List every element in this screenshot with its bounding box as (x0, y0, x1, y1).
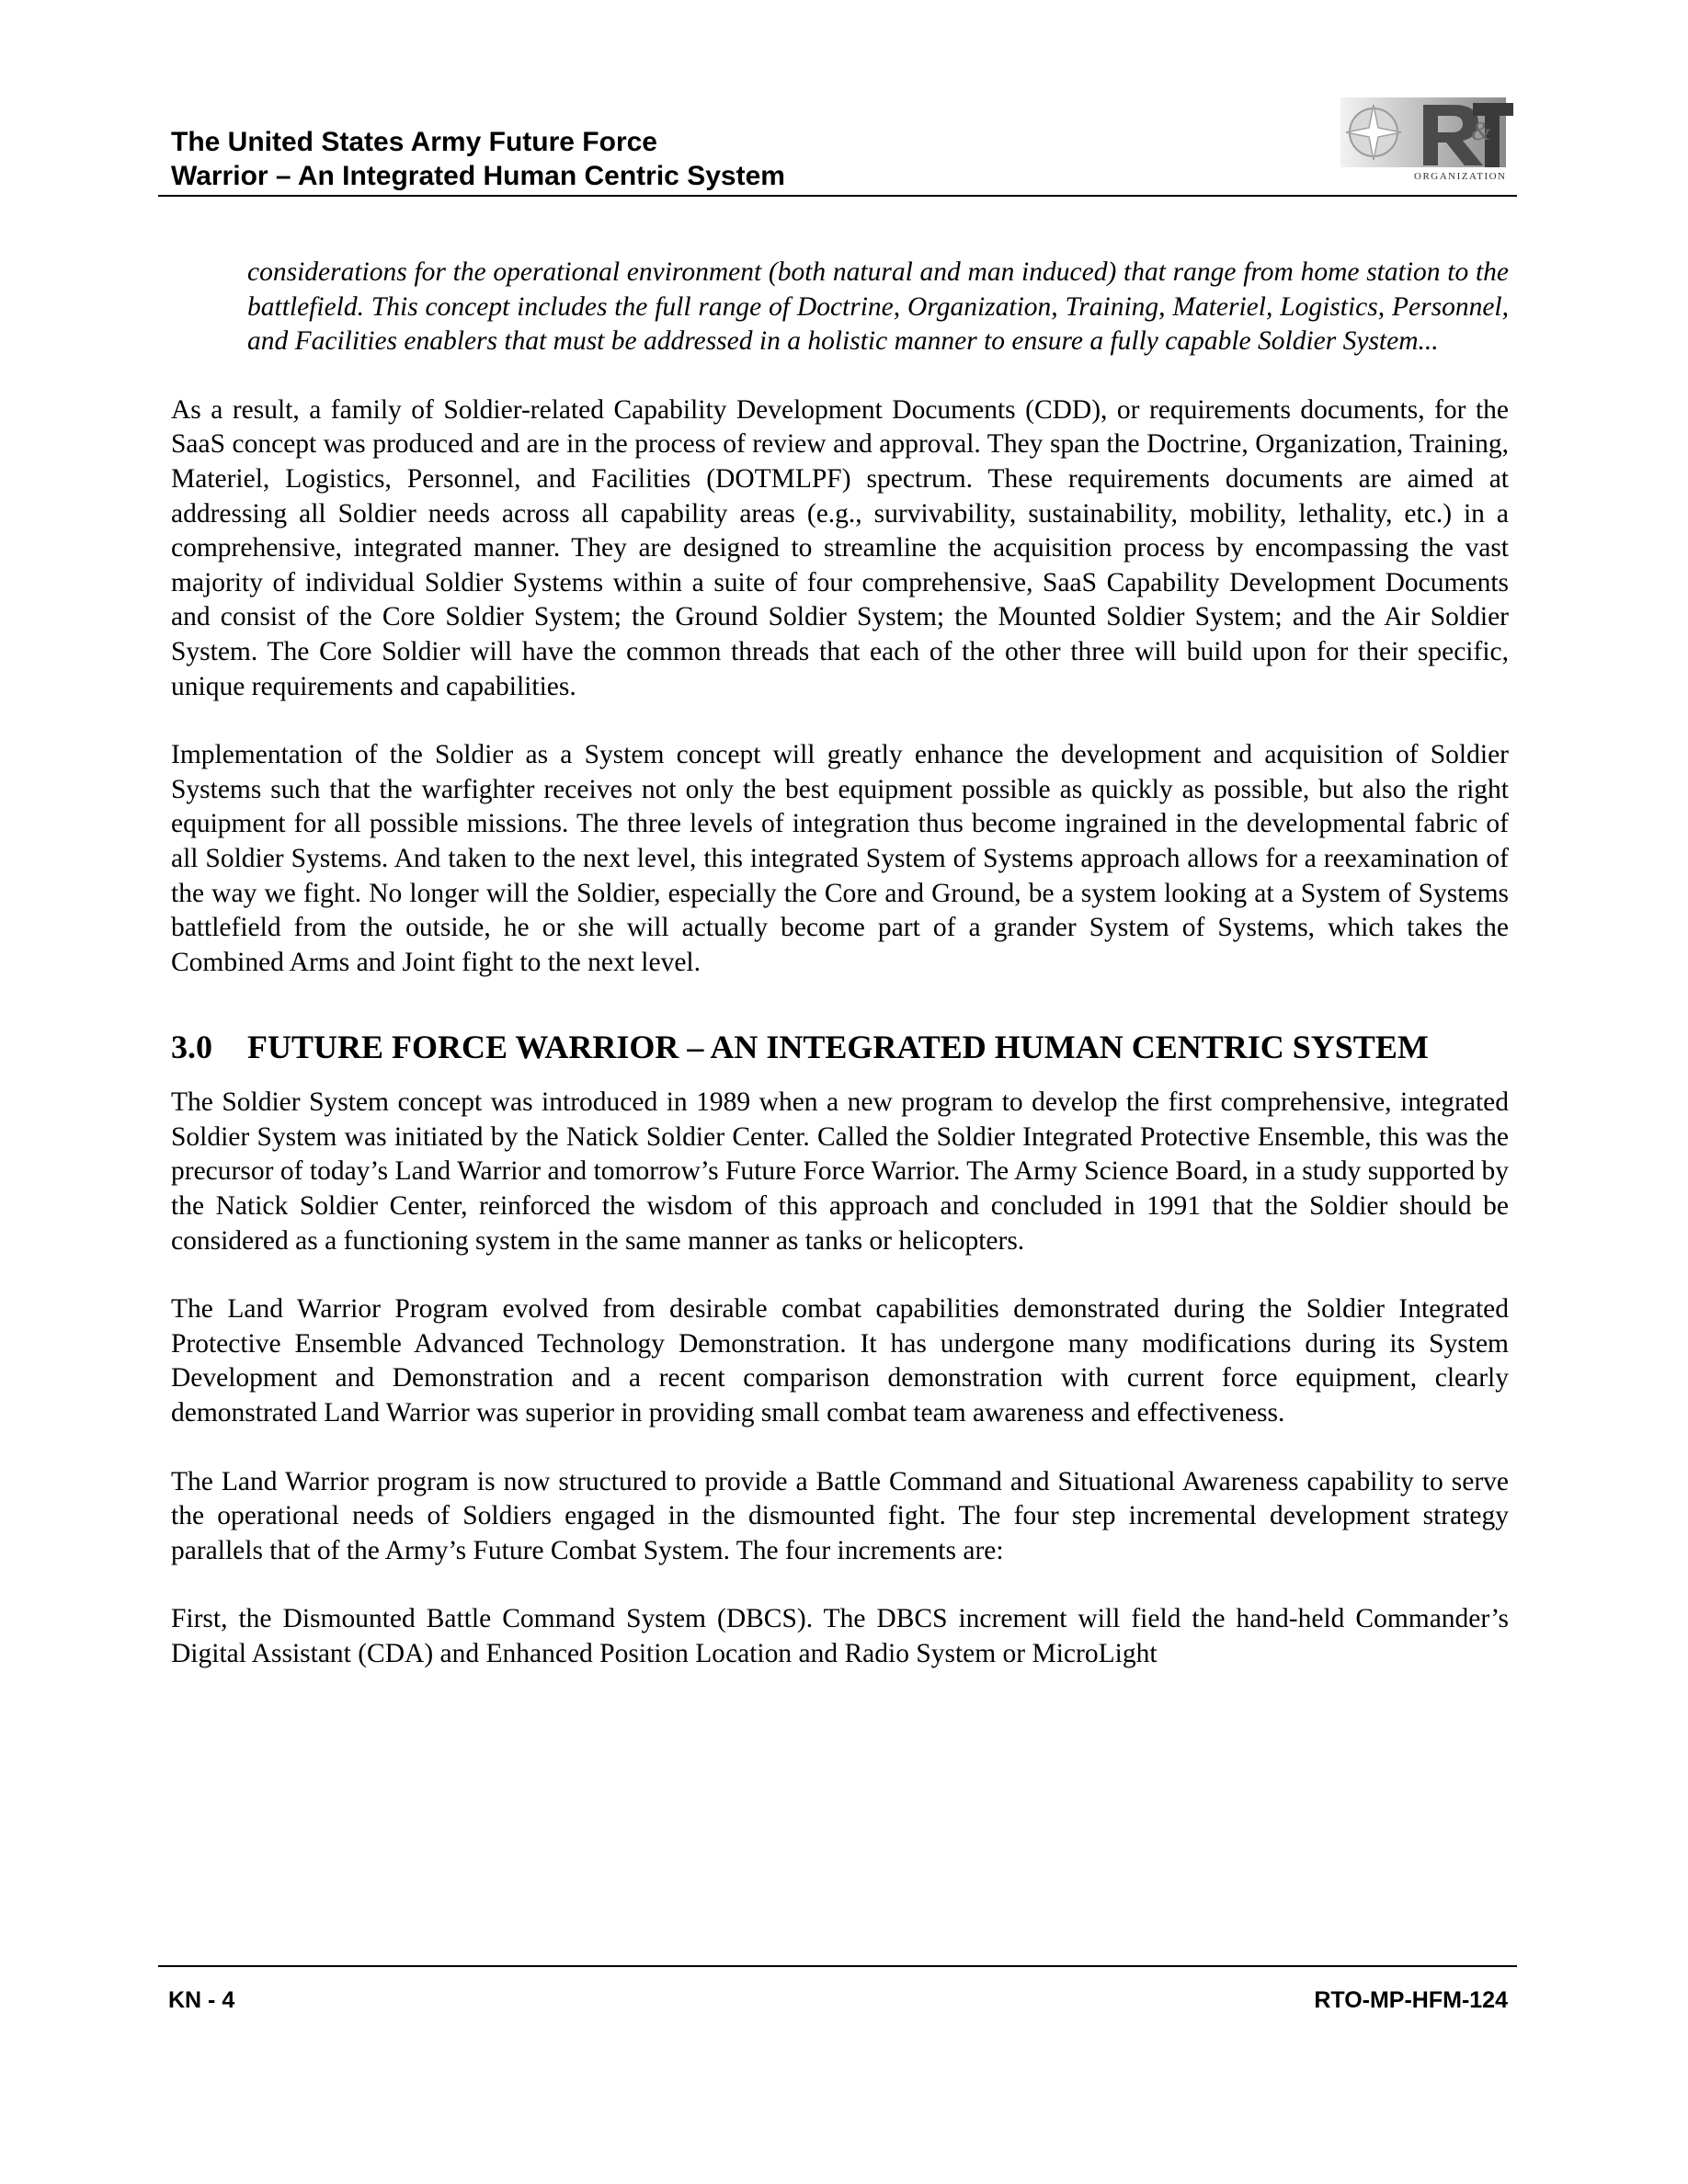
rto-nato-logo-icon (1335, 85, 1519, 186)
body-content (171, 256, 1509, 1672)
svg-text:ORGANIZATION: ORGANIZATION (1414, 171, 1507, 182)
section-heading (171, 1028, 1509, 1067)
section-title: FUTURE FORCE WARRIOR – AN INTEGRATED HUMAN CENTRIC SYSTEM (247, 1029, 1429, 1066)
footer-rule (158, 1965, 1517, 1967)
section-number: 3.0 (171, 1029, 212, 1066)
paragraph: Implementation of the Soldier as a System concept will greatly enhance the development and acquisition of Soldier Systems such that the warfighter receives not only the best equipment possible as quickly as possible, but also the right equipment for all possible missions. The three levels of integration thus become ingrained in the developmental fabric of all Soldier Systems. And taken to the next level, this integrated System of Systems approach allows for a reexamination of the way we fight. No longer will the Soldier, especially the Core and Ground, be a system looking at a System of Systems battlefield from the outside, he or she will actually become part of a grander System of Systems, which takes the Combined Arms and Joint fight to the next level. (171, 740, 1509, 977)
paragraph: The Land Warrior program is now structured to provide a Battle Command and Situational Awareness capability to serve the operational needs of Soldiers engaged in the dismounted fight. The four step incremental development strategy parallels that of the Army’s Future Combat System. The four increments are: (171, 1466, 1509, 1565)
paragraph: As a result, a family of Soldier-related Capability Development Documents (CDD), or requirements documents, for the SaaS concept was produced and are in the process of review and approval. They span the Doctrine, Organization, Training, Materiel, Logistics, Personnel, and Facilities (DOTMLPF) spectrum. These requirements documents are aimed at addressing all Soldier needs across all capability areas (e.g., survivability, sustainability, mobility, lethality, etc.) in a comprehensive, integrated manner. They are designed to streamline the acquisition process by encompassing the vast majority of individual Soldier Systems within a suite of four comprehensive, SaaS Capability Development Documents and consist of the Core Soldier System; the Ground Soldier System; the Mounted Soldier System; and the Air Soldier System. The Core Soldier will have the common threads that each of the other three will build upon for their specific, unique requirements and capabilities. (171, 394, 1509, 701)
quoted-passage: considerations for the operational environment (both natural and man induced) that range from home station to the battlefield. This concept includes the full range of Doctrine, Organization, Training, Materiel, Logistics, Personnel, and Facilities enablers that must be addressed in a holistic manner to ensure a fully capable Soldier System... (247, 257, 1509, 357)
header-rule (158, 195, 1517, 197)
document-id: RTO-MP-HFM-124 (1314, 1987, 1508, 2013)
header-title-line1: The United States Army Future Force (171, 127, 657, 157)
header-title-line2: Warrior – An Integrated Human Centric System (171, 161, 785, 191)
paragraph: First, the Dismounted Battle Command System (DBCS). The DBCS increment will field the hand-held Commander’s Digital Assistant (CDA) and Enhanced Position Location and Radio System or MicroLight (171, 1604, 1509, 1668)
page-number: KN - 4 (168, 1987, 235, 2013)
svg-text:&: & (1471, 118, 1491, 146)
running-header (171, 125, 1182, 193)
paragraph: The Soldier System concept was introduced in 1989 when a new program to develop the first comprehensive, integrated Soldier System was initiated by the Natick Soldier Center. Called the Soldier Integrated Protective Ensemble, this was the precursor of today’s Land Warrior and tomorrow’s Future Force Warrior. The Army Science Board, in a study supported by the Natick Soldier Center, reinforced the wisdom of this approach and concluded in 1991 that the Soldier should be considered as a functioning system in the same manner as tanks or helicopters. (171, 1087, 1509, 1256)
paragraph: The Land Warrior Program evolved from desirable combat capabilities demonstrated during the Soldier Integrated Protective Ensemble Advanced Technology Demonstration. It has undergone many modifications during its System Development and Demonstration and a recent comparison demonstration with current force equipment, clearly demonstrated Land Warrior was superior in providing small combat team awareness and effectiveness. (171, 1294, 1509, 1428)
